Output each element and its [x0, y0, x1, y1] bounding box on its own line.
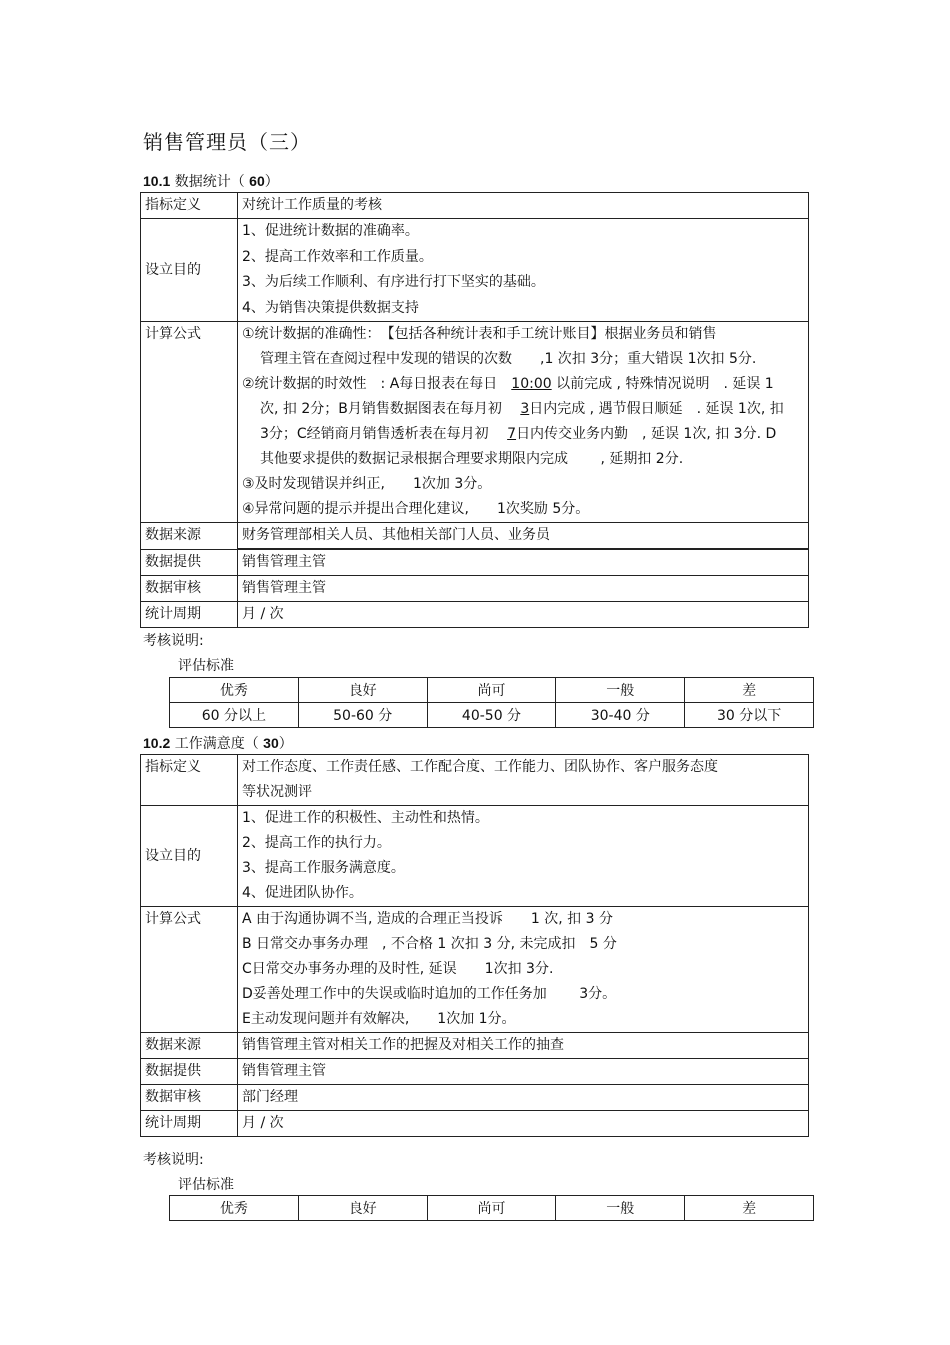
row-label-period: 统计周期: [141, 1111, 238, 1137]
grade-header: 尚可: [427, 1196, 556, 1221]
table-row: [141, 602, 809, 628]
table-row: [170, 678, 814, 703]
table-row: [170, 1196, 814, 1221]
row-label-definition: 指标定义: [141, 755, 238, 806]
row-label-purpose: 设立目的: [141, 219, 238, 322]
section-heading-data-statistics: [143, 171, 279, 191]
grade-range: 50-60 分: [298, 703, 427, 728]
evaluation-standard-label: 评估标准: [178, 658, 234, 674]
assessment-note: 考核说明:: [143, 633, 204, 649]
table-row: [141, 1085, 809, 1111]
purpose-item: 2、提高工作效率和工作质量。: [242, 248, 433, 265]
purpose-item: 3、为后续工作顺利、有序进行打下坚实的基础。: [242, 274, 545, 290]
row-label-auditor: 数据审核: [141, 576, 238, 602]
row-label-source: 数据来源: [141, 523, 238, 550]
section-heading-close: ）: [278, 736, 293, 752]
table-row: [141, 523, 809, 550]
section-score: 60: [249, 173, 265, 189]
formula-line: ②统计数据的时效性 : A每日报表在每日 10:00 以前完成 , 特殊情况说明 . 延误 1: [242, 376, 774, 392]
formula-line: ④异常问题的提示并提出合理化建议, 1次奖励 5分。: [242, 501, 590, 517]
section-number: 10.1: [143, 173, 171, 189]
grade-table: [169, 1195, 814, 1221]
table-row: [141, 907, 809, 1033]
row-label-provider: 数据提供: [141, 549, 238, 576]
row-value-definition: 对统计工作质量的考核: [238, 193, 809, 219]
formula-line: 次, 扣 2分；B月销售数据图表在每月初 3日内完成 , 遇节假日顺延 . 延误 1次, 扣: [260, 401, 784, 417]
underlined-value: 3: [520, 401, 530, 417]
grade-range: 40-50 分: [427, 703, 556, 728]
purpose-item: 2、提高工作的执行力。: [242, 835, 391, 851]
row-value-formula: [238, 322, 809, 523]
grade-header: 良好: [298, 678, 427, 703]
formula-line: C日常交办事务办理的及时性, 延误 1次扣 3分.: [242, 961, 554, 977]
grade-range: 60 分以上: [170, 703, 299, 728]
row-value-source: 销售管理主管对相关工作的把握及对相关工作的抽查: [238, 1033, 809, 1059]
purpose-item: 4、促进团队协作。: [242, 885, 363, 901]
kpi-table-data-statistics: [140, 192, 809, 628]
row-value-definition: [238, 755, 809, 806]
grade-table: [169, 677, 814, 728]
row-label-definition: 指标定义: [141, 193, 238, 219]
formula-line: B 日常交办事务办理 , 不合格 1 次扣 3 分, 未完成扣 5 分: [242, 936, 617, 952]
definition-line: 等状况测评: [242, 784, 312, 800]
row-value-auditor: 销售管理主管: [238, 576, 809, 602]
row-label-provider: 数据提供: [141, 1059, 238, 1085]
row-value-auditor: 部门经理: [238, 1085, 809, 1111]
table-row: [170, 703, 814, 728]
table-row: [141, 576, 809, 602]
section-heading-text: 数据统计（: [174, 174, 245, 190]
grade-header: 良好: [298, 1196, 427, 1221]
section-score: 30: [263, 735, 279, 751]
purpose-item: 4、为销售决策提供数据支持: [242, 299, 419, 316]
section-heading-text: 工作满意度（: [174, 736, 259, 752]
row-value-formula: [238, 907, 809, 1033]
table-row: [141, 755, 809, 806]
row-label-auditor: 数据审核: [141, 1085, 238, 1111]
table-row: [141, 1059, 809, 1085]
section-number: 10.2: [143, 735, 171, 751]
table-row: [141, 1111, 809, 1137]
formula-line: D妥善处理工作中的失误或临时追加的工作任务加 3分。: [242, 986, 617, 1002]
formula-line: 3分；C经销商月销售透析表在每月初 7日内传交业务内勤 , 延误 1次, 扣 3分. D: [260, 426, 777, 442]
table-row: [141, 549, 809, 576]
formula-line: ①统计数据的准确性： 【包括各种统计表和手工统计账目】根据业务员和销售: [242, 326, 717, 342]
definition-line: 对工作态度、工作责任感、工作配合度、工作能力、团队协作、客户服务态度: [242, 759, 718, 775]
table-row: [141, 219, 809, 322]
table-row: [141, 322, 809, 523]
grade-header: 优秀: [170, 1196, 299, 1221]
evaluation-standard-label: 评估标准: [178, 1177, 234, 1193]
row-label-formula: 计算公式: [141, 322, 238, 523]
assessment-note: 考核说明:: [143, 1152, 204, 1168]
row-label-purpose: 设立目的: [141, 806, 238, 907]
formula-line: A 由于沟通协调不当, 造成的合理正当投诉 1 次, 扣 3 分: [242, 911, 613, 927]
table-row: [141, 1033, 809, 1059]
grade-header: 差: [685, 678, 814, 703]
table-row: [141, 806, 809, 907]
section-heading-close: ）: [264, 174, 279, 190]
section-heading-work-satisfaction: [143, 733, 293, 753]
grade-range: 30-40 分: [556, 703, 685, 728]
formula-line: E主动发现问题并有效解决, 1次加 1分。: [242, 1011, 516, 1027]
purpose-item: 1、促进统计数据的准确率。: [242, 223, 419, 239]
row-value-source: 财务管理部相关人员、其他相关部门人员、业务员: [238, 523, 809, 550]
grade-header: 一般: [556, 678, 685, 703]
row-value-period: 月 / 次: [238, 602, 809, 628]
formula-line: ③及时发现错误并纠正, 1次加 3分。: [242, 476, 492, 492]
grade-header: 优秀: [170, 678, 299, 703]
row-value-period: 月 / 次: [238, 1111, 809, 1137]
formula-line: 管理主管在查阅过程中发现的错误的次数 ,1 次扣 3分；重大错误 1次扣 5分.: [260, 351, 757, 367]
grade-header: 差: [685, 1196, 814, 1221]
purpose-item: 1、促进工作的积极性、主动性和热情。: [242, 810, 489, 826]
table-row: [141, 193, 809, 219]
row-value-provider: 销售管理主管: [238, 549, 809, 576]
row-value-provider: 销售管理主管: [238, 1059, 809, 1085]
grade-header: 尚可: [427, 678, 556, 703]
underlined-value: 7: [507, 426, 517, 442]
row-label-source: 数据来源: [141, 1033, 238, 1059]
purpose-item: 3、提高工作服务满意度。: [242, 860, 405, 876]
kpi-table-work-satisfaction: [140, 754, 809, 1137]
underlined-value: 10:00: [511, 376, 552, 392]
row-label-formula: 计算公式: [141, 907, 238, 1033]
row-label-period: 统计周期: [141, 602, 238, 628]
row-value-purpose: [238, 806, 809, 907]
grade-range: 30 分以下: [685, 703, 814, 728]
page-title: 销售管理员（三）: [143, 130, 311, 154]
grade-header: 一般: [556, 1196, 685, 1221]
formula-line: 其他要求提供的数据记录根据合理要求期限内完成 , 延期扣 2分.: [260, 451, 684, 467]
row-value-purpose: [238, 219, 809, 322]
